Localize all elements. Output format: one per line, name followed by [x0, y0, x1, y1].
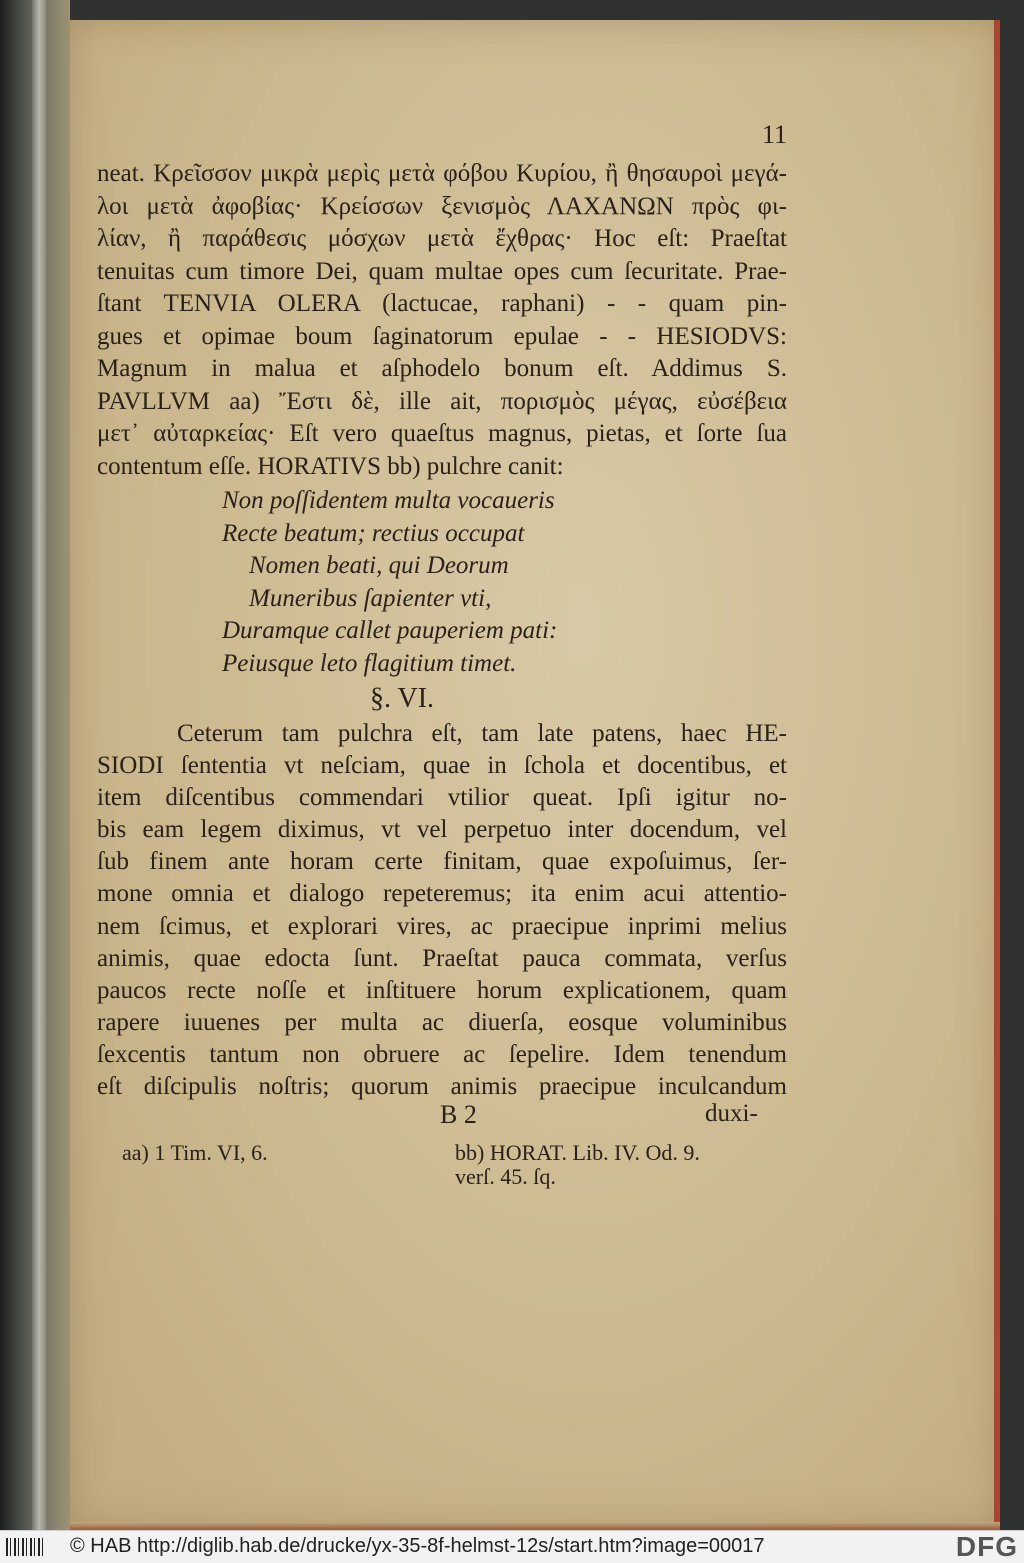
text-line: tenuitas cum timore Dei, quam multae opes cum ſecuritate. Prae-	[97, 257, 787, 285]
text-line: nem ſcimus, et explorari vires, ac praecipue inprimi melius	[97, 912, 787, 940]
page-bottom-edge	[70, 1522, 1000, 1530]
paragraph-block	[97, 718, 787, 1103]
verse-line: Nomen beati, qui Deorum	[249, 552, 509, 580]
text-line: bis eam legem diximus, vt vel perpetuo inter docendum, vel	[97, 816, 787, 844]
signature-mark: B 2	[440, 1100, 477, 1129]
page-number: 11	[762, 120, 788, 149]
catchword: duxi-	[705, 1100, 758, 1127]
barcode-icon	[6, 1538, 46, 1556]
main-text-block	[97, 158, 787, 483]
footer-bar	[0, 1530, 1024, 1563]
text-line: item diſcentibus commendari vtilior queat. Ipſi igitur no-	[97, 784, 787, 812]
text-line: rapere iuuenes per multa ac diuerſa, eosque voluminibus	[97, 1008, 787, 1036]
text-line: gues et opimae boum ſaginatorum epulae - - HESIODVS:	[97, 322, 787, 350]
binding-thread	[32, 0, 46, 1530]
verse-line: Peiusque leto flagitium timet.	[222, 649, 517, 677]
verse-line: Non poſſidentem multa vocaueris	[222, 487, 555, 514]
text-line: ſexcentis tantum non obruere ac ſepelire. Idem tenendum	[97, 1040, 787, 1068]
footnote-bb-continued: verſ. 45. ſq.	[455, 1164, 556, 1189]
verse-line: Recte beatum; rectius occupat	[222, 519, 525, 547]
text-line: PAVLLVM aa) Ἔστι δὲ, ille ait, πορισμὸς μέγας, εὐσέβεια	[97, 387, 787, 415]
source-credit-link[interactable]: © HAB http://diglib.hab.de/drucke/yx-35-8f-helmst-12s/start.htm?image=00017	[70, 1535, 765, 1557]
text-line: ſtant TENVIA OLERA (lactucae, raphani) - - quam pin-	[97, 290, 787, 317]
section-heading: §. VI.	[370, 683, 435, 714]
text-line: contentum eſſe. HORATIVS bb) pulchre canit:	[97, 452, 564, 480]
text-line: paucos recte noſſe et inſtituere horum explicationem, quam	[97, 976, 787, 1004]
text-line: λοι μετὰ ἀφοβίας· Κρείσσων ξενισμὸς ΛΑΧΑΝΩΝ πρὸς φι-	[97, 192, 787, 220]
text-line: λίαν, ἢ παράθεσις μόσχων μετὰ ἔχθρας· Hoc eſt: Praeſtat	[97, 225, 787, 252]
verse-line: Muneribus ſapienter vti,	[249, 584, 492, 612]
footnote-bb: bb) HORAT. Lib. IV. Od. 9.	[455, 1140, 700, 1165]
text-line: ſub finem ante horam certe finitam, quae expoſuimus, ſer-	[97, 848, 787, 876]
text-line: neat. Κρεῖσσον μικρὰ μερὶς μετὰ φόβου Κυρίου, ἢ θησαυροὶ μεγά-	[97, 160, 787, 187]
verse-line: Duramque callet pauperiem pati:	[222, 617, 558, 645]
text-line: eſt diſcipulis noſtris; quorum animis praecipue inculcandum	[97, 1073, 787, 1101]
text-line: mone omnia et dialogo repeteremus; ita enim acui attentio-	[97, 880, 787, 908]
dfg-logo: DFG	[955, 1531, 1018, 1562]
text-line: SIODI ſententia vt neſciam, quae in ſchola et docentibus, et	[97, 752, 787, 780]
footnote-aa: aa) 1 Tim. VI, 6.	[122, 1140, 268, 1165]
red-page-edge	[994, 20, 1000, 1530]
text-line: Ceterum tam pulchra eſt, tam late patens, haec HE-	[177, 720, 787, 747]
text-line: μετ᾽ αὐταρκείας· Eſt vero quaeſtus magnus, pietas, et ſorte ſua	[97, 420, 787, 447]
text-line: Magnum in malua et aſphodelo bonum eſt. Addimus S.	[97, 355, 787, 382]
verse-block	[222, 485, 622, 681]
text-line: animis, quae edocta ſunt. Praeſtat pauca commata, verſus	[97, 944, 787, 972]
